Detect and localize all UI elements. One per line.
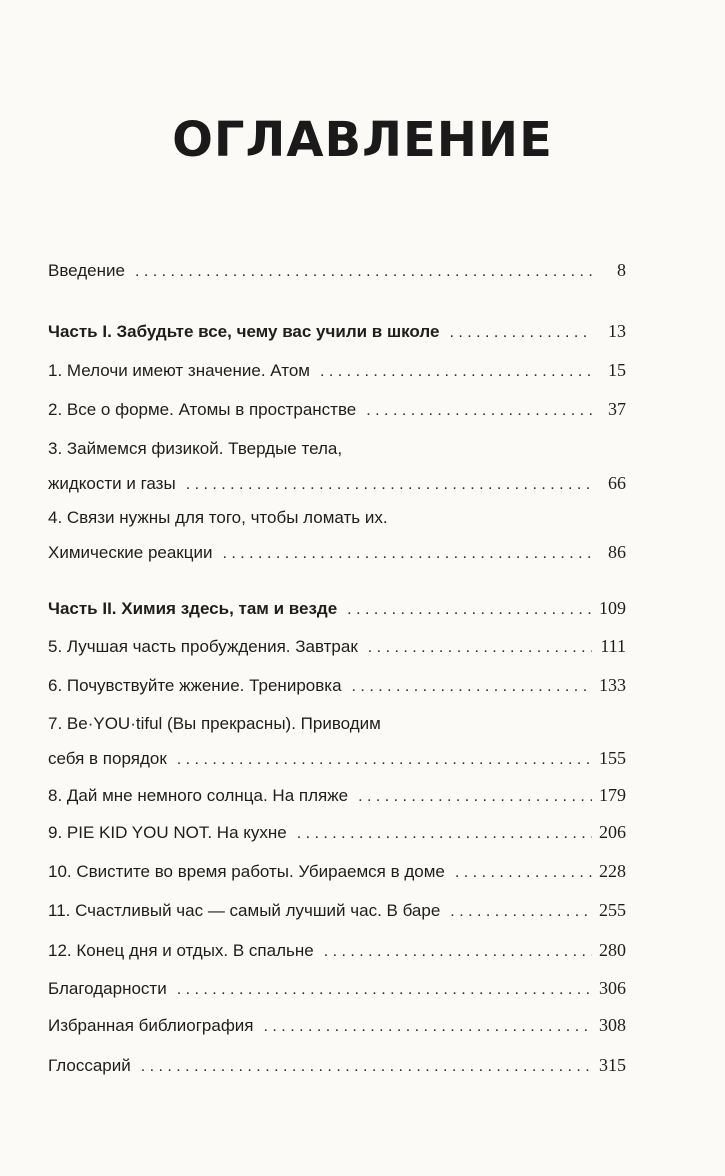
toc-entry-title: 2. Все о форме. Атомы в пространстве [48,400,357,419]
toc-page-number: 8 [617,260,626,280]
toc-entry-title: 4. Связи нужны для того, чтобы ломать их. [48,508,388,527]
toc-entry-chapter-3[interactable] [48,431,626,502]
toc-page-number: 306 [599,978,626,998]
dot-leader [297,816,592,851]
toc-entry-title: Часть I. Забудьте все, чему вас учили в школе [48,322,440,341]
toc-entry-chapter-5[interactable] [48,629,626,665]
toc-entry-title-continued: жидкости и газы [48,474,176,493]
dot-leader [135,254,592,289]
toc-entry-title: 7. Be·YOU·tiful (Вы прекрасны). Приводим [48,714,381,733]
toc-entry-title: 10. Свистите во время работы. Убираемся в доме [48,862,445,881]
toc-entry-chapter-1[interactable] [48,353,626,389]
toc-page-number: 133 [599,675,626,695]
toc-entry-title-continued: себя в порядок [48,749,167,768]
toc-entry-introduction[interactable] [48,253,626,289]
toc-entry-chapter-11[interactable] [48,893,626,929]
toc-page-number: 280 [599,940,626,960]
toc-entry-title: Избранная библиография [48,1016,254,1035]
toc-entry-title: 1. Мелочи имеют значение. Атом [48,361,310,380]
toc-entry-glossary[interactable] [48,1048,626,1084]
toc-entry-title: 5. Лучшая часть пробуждения. Завтрак [48,637,358,656]
dot-leader [177,742,592,777]
toc-entry-title: 3. Займемся физикой. Твердые тела, [48,439,343,458]
toc-page-number: 109 [599,598,626,618]
toc-page-number: 15 [608,360,626,380]
dot-leader [358,779,592,814]
toc-entry-chapter-6[interactable] [48,668,626,704]
dot-leader [352,669,592,704]
toc-page-number: 315 [599,1055,626,1075]
toc-page-number: 13 [608,321,626,341]
dot-leader [177,972,592,1007]
toc-entry-chapter-10[interactable] [48,854,626,890]
dot-leader [449,315,592,350]
toc-page-number: 255 [599,900,626,920]
toc-page-number: 111 [600,636,626,656]
toc-entry-title: 11. Счастливый час — самый лучший час. В баре [48,901,441,920]
toc-entry-title: Благодарности [48,979,167,998]
toc-entry-title: 6. Почувствуйте жжение. Тренировка [48,676,342,695]
toc-page-number: 228 [599,861,626,881]
toc-entry-chapter-7[interactable] [48,706,626,777]
dot-leader [455,855,592,890]
dot-leader [324,934,592,969]
toc-entry-chapter-9[interactable] [48,815,626,851]
dot-leader [264,1009,592,1044]
toc-entry-chapter-4[interactable] [48,500,626,571]
toc-entry-part-2[interactable] [48,591,626,627]
toc-entry-title: 9. PIE KID YOU NOT. На кухне [48,823,287,842]
toc-page-number: 206 [599,822,626,842]
toc-entry-acknowledgements[interactable] [48,971,626,1007]
toc-page-number: 308 [599,1015,626,1035]
dot-leader [347,592,592,627]
page-title: ОГЛАВЛЕНИЕ [172,112,553,169]
toc-entry-chapter-2[interactable] [48,392,626,428]
toc-page-number: 37 [608,399,626,419]
toc-entry-title: Введение [48,261,125,280]
toc-entry-title-continued: Химические реакции [48,543,213,562]
dot-leader [186,467,592,502]
dot-leader [450,894,592,929]
toc-page-number: 66 [608,473,626,493]
toc-entry-title: Глоссарий [48,1056,131,1075]
dot-leader [366,393,592,428]
dot-leader [141,1049,592,1084]
toc-page-number: 155 [599,748,626,768]
toc-entry-chapter-8[interactable] [48,778,626,814]
toc-page-number: 86 [608,542,626,562]
toc-page-number: 179 [599,785,626,805]
dot-leader [320,354,592,389]
toc-entry-title: 12. Конец дня и отдых. В спальне [48,941,314,960]
toc-entry-part-1[interactable] [48,314,626,350]
dot-leader [222,536,592,571]
toc-entry-bibliography[interactable] [48,1008,626,1044]
toc-entry-title: Часть II. Химия здесь, там и везде [48,599,338,618]
toc-entry-title: 8. Дай мне немного солнца. На пляже [48,786,349,805]
dot-leader [368,630,592,665]
toc-entry-chapter-12[interactable] [48,933,626,969]
